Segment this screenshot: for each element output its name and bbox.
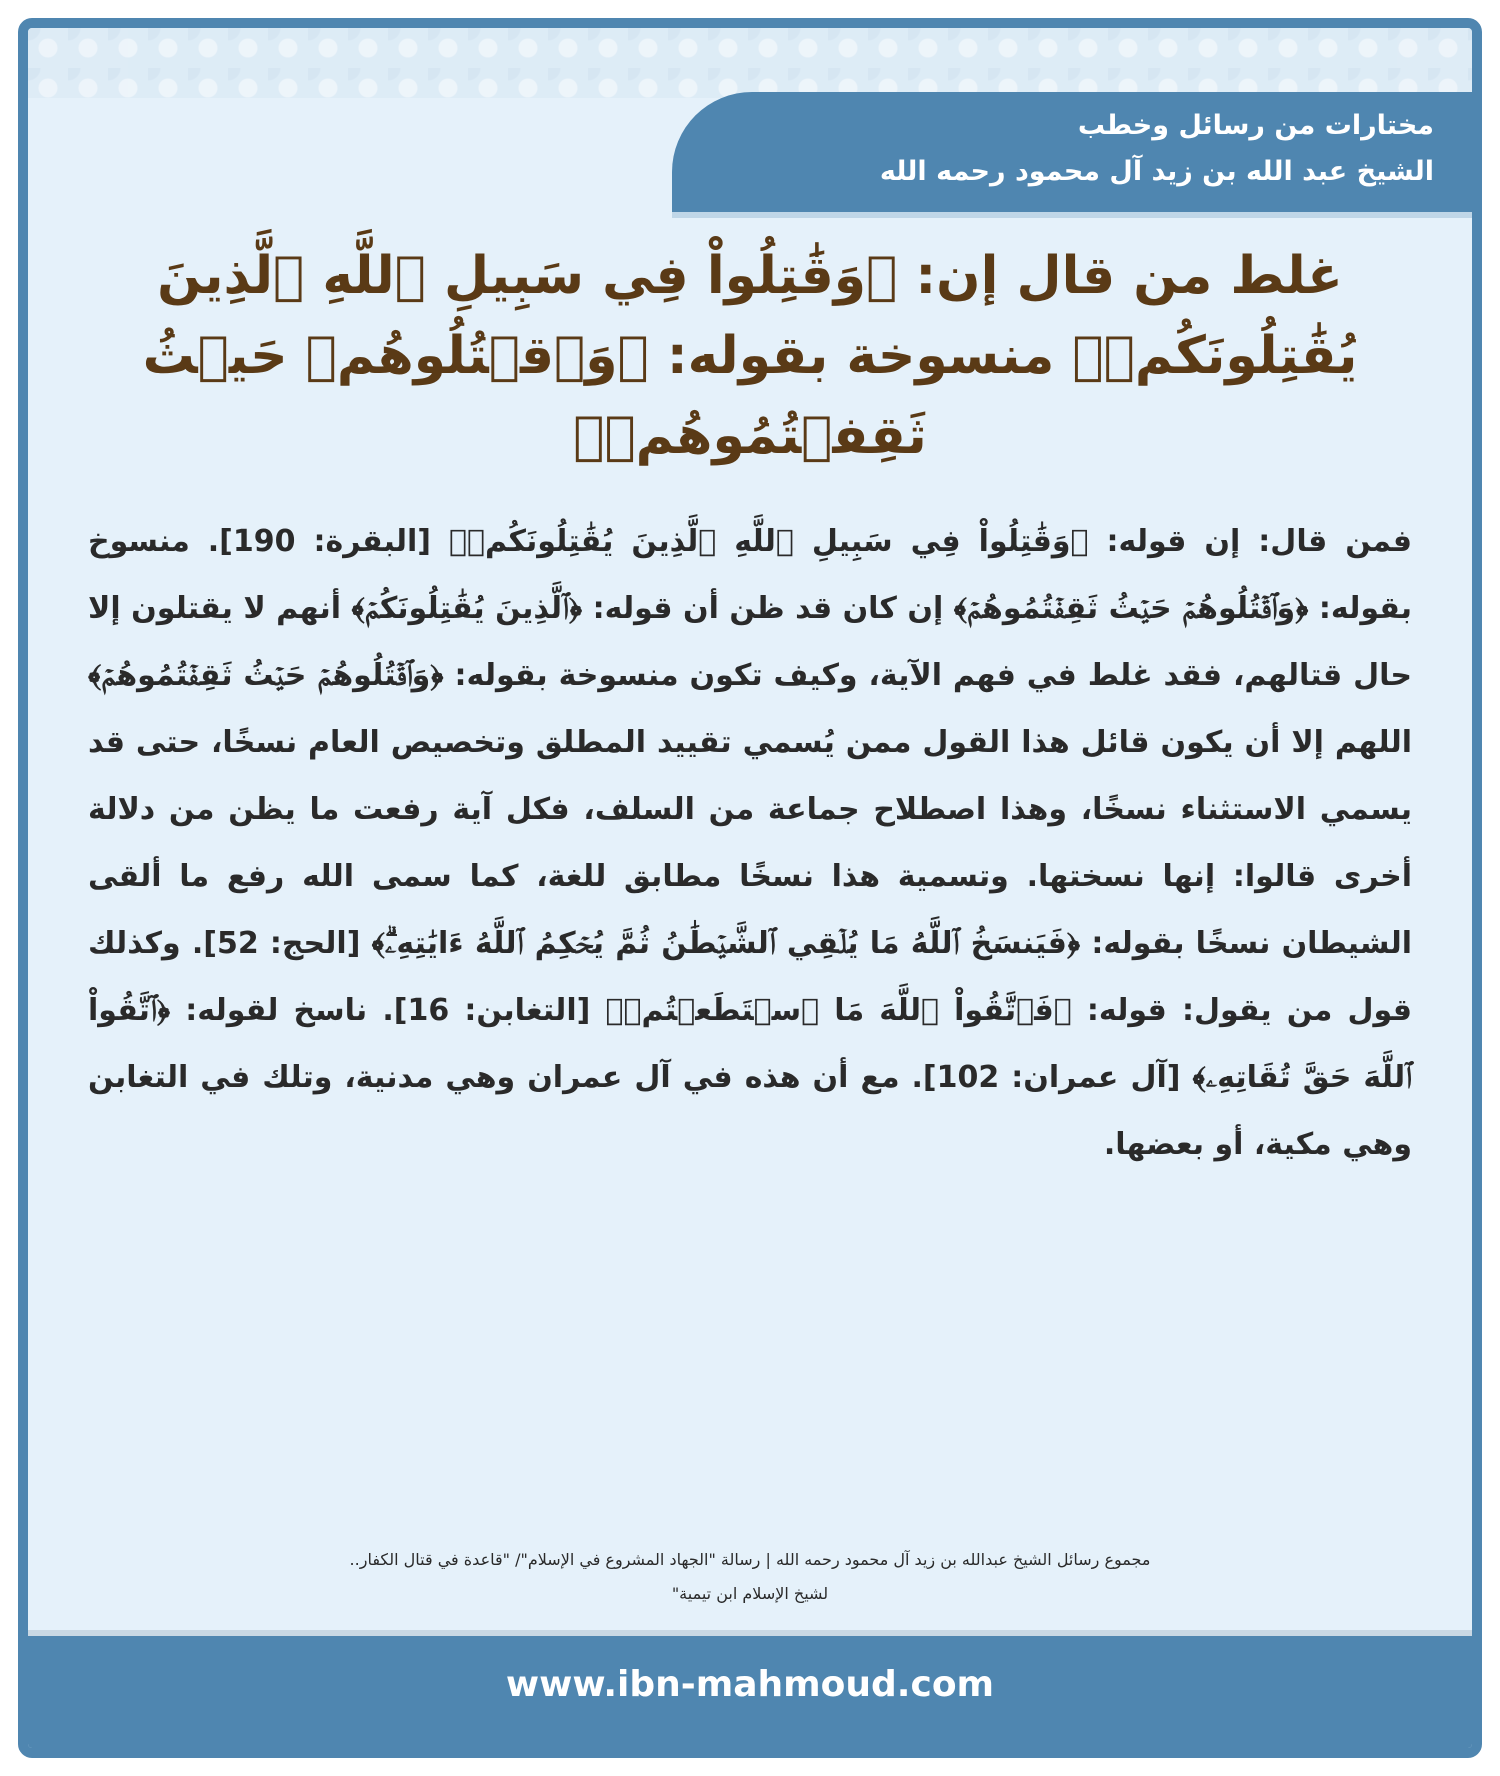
body-paragraph: فمن قال: إن قوله: ﴿وَقَٰتِلُواْ فِي سَبِيلِ ٱللَّهِ ٱلَّذِينَ يُقَٰتِلُونَكُمۡ﴾ [البقرة: 190]. منسوخ بقوله: ﴿وَٱقۡتُلُوهُمۡ حَيۡثُ ثَقِفۡتُمُوهُمۡ﴾ إن كان قد ظن أن قوله: ﴿ٱلَّذِينَ يُقَٰتِلُونَكُمۡ﴾ أنهم لا يقتلون إلا حال قتالهم، فقد غلط في فهم الآية، وكيف تكون منسوخة بقوله: ﴿وَٱقۡتُلُوهُمۡ حَيۡثُ ثَقِفۡتُمُوهُمۡ﴾ اللهم إلا أن يكون قائل هذا القول ممن يُسمي تقييد المطلق وتخصيص العام نسخًا، حتى قد يسمي الاستثناء نسخًا، وهذا اصطلاح جماعة من السلف، فكل آية رفعت ما يظن من دلالة أخرى قالوا: إنها نسختها. وتسمية هذا نسخًا مطابق للغة، كما سمى الله رفع ما ألقى الشيطان نسخًا بقوله: ﴿فَيَنسَخُ ٱللَّهُ مَا يُلۡقِي ٱلشَّيۡطَٰنُ ثُمَّ يُحۡكِمُ ٱللَّهُ ءَايَٰتِهِۦۗ﴾ [الحج: 52]. وكذلك قول من يقول: قوله: ﴿فَٱتَّقُواْ ٱللَّهَ مَا ٱسۡتَطَعۡتُمۡ﴾ [التغابن: 16]. ناسخ لقوله: ﴿ٱتَّقُواْ ٱللَّهَ حَقَّ تُقَاتِهِۦ﴾ [آل عمران: 102]. مع أن هذه في آل عمران وهي مدنية، وتلك في التغابن وهي مكية، أو بعضها. xyxy=(88,524,1413,1162)
source-line-1: مجموع رسائل الشيخ عبدالله بن زيد آل محمود رحمه الله | رسالة "الجهاد المشروع في الإسلام"/ "قاعدة في قتال الكفار.. xyxy=(349,1550,1151,1569)
header-series-title: مختارات من رسائل وخطب xyxy=(1077,110,1434,141)
header-banner xyxy=(672,92,1472,212)
source-line-2: لشيخ الإسلام ابن تيمية" xyxy=(671,1584,829,1603)
page-title: غلط من قال إن: ﴿وَقَٰتِلُواْ فِي سَبِيلِ ٱللَّهِ ٱلَّذِينَ يُقَٰتِلُونَكُمۡ﴾ منسوخة بقوله: ﴿وَٱقۡتُلُوهُمۡ حَيۡثُ ثَقِفۡتُمُوهُمۡ﴾ xyxy=(142,246,1358,466)
header-author-name: الشيخ عبد الله بن زيد آل محمود رحمه الله xyxy=(879,156,1434,187)
footer-bar xyxy=(28,1630,1472,1748)
source-citation xyxy=(98,1543,1402,1611)
website-link[interactable]: www.ibn-mahmoud.com xyxy=(505,1664,995,1705)
decorative-pattern xyxy=(28,28,1472,98)
content-card xyxy=(18,18,1482,1758)
